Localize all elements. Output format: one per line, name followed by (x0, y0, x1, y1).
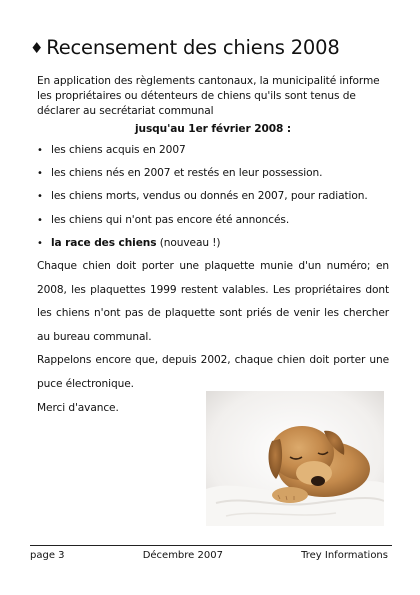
page-number: page 3 (30, 550, 65, 561)
thanks-line: Merci d'avance. (37, 401, 119, 414)
title-text: Recensement des chiens 2008 (46, 36, 340, 59)
list-item: • les chiens nés en 2007 et restés en leur possession. (37, 162, 389, 185)
intro-paragraph: En application des règlements cantonaux, la municipalité informe les propriétaires ou détenteurs de chiens qu'ils sont tenus de déclarer au secrétariat communal (37, 75, 380, 117)
footer-divider (30, 545, 392, 546)
publication-name: Trey Informations (301, 550, 388, 561)
article-body (37, 74, 389, 420)
deadline-line: jusqu'au 1er février 2008 : (134, 123, 292, 135)
puppy-photo (206, 391, 384, 526)
list-item: • la race des chiens (nouveau !) (37, 232, 389, 255)
puce-paragraph: Rappelons encore que, depuis 2002, chaque chien doit porter une puce électronique. (37, 354, 389, 390)
page-title (30, 36, 340, 59)
page-footer (30, 550, 388, 561)
list-item: • les chiens morts, vendus ou donnés en 2007, pour radiation. (37, 185, 389, 208)
declaration-list (37, 139, 389, 255)
bold-text: la race des chiens (51, 236, 157, 249)
list-item: • les chiens qui n'ont pas encore été annoncés. (37, 209, 389, 232)
plaquette-paragraph: Chaque chien doit porter une plaquette munie d'un numéro; en 2008, les plaquettes 1999 restent valables. Les propriétaires dont les chiens n'ont pas de plaquette sont priés de venir les chercher au bureau communal. (37, 260, 389, 343)
issue-date: Décembre 2007 (142, 550, 223, 561)
list-item: • les chiens acquis en 2007 (37, 139, 389, 162)
diamond-bullet-icon: ♦ (30, 39, 44, 57)
